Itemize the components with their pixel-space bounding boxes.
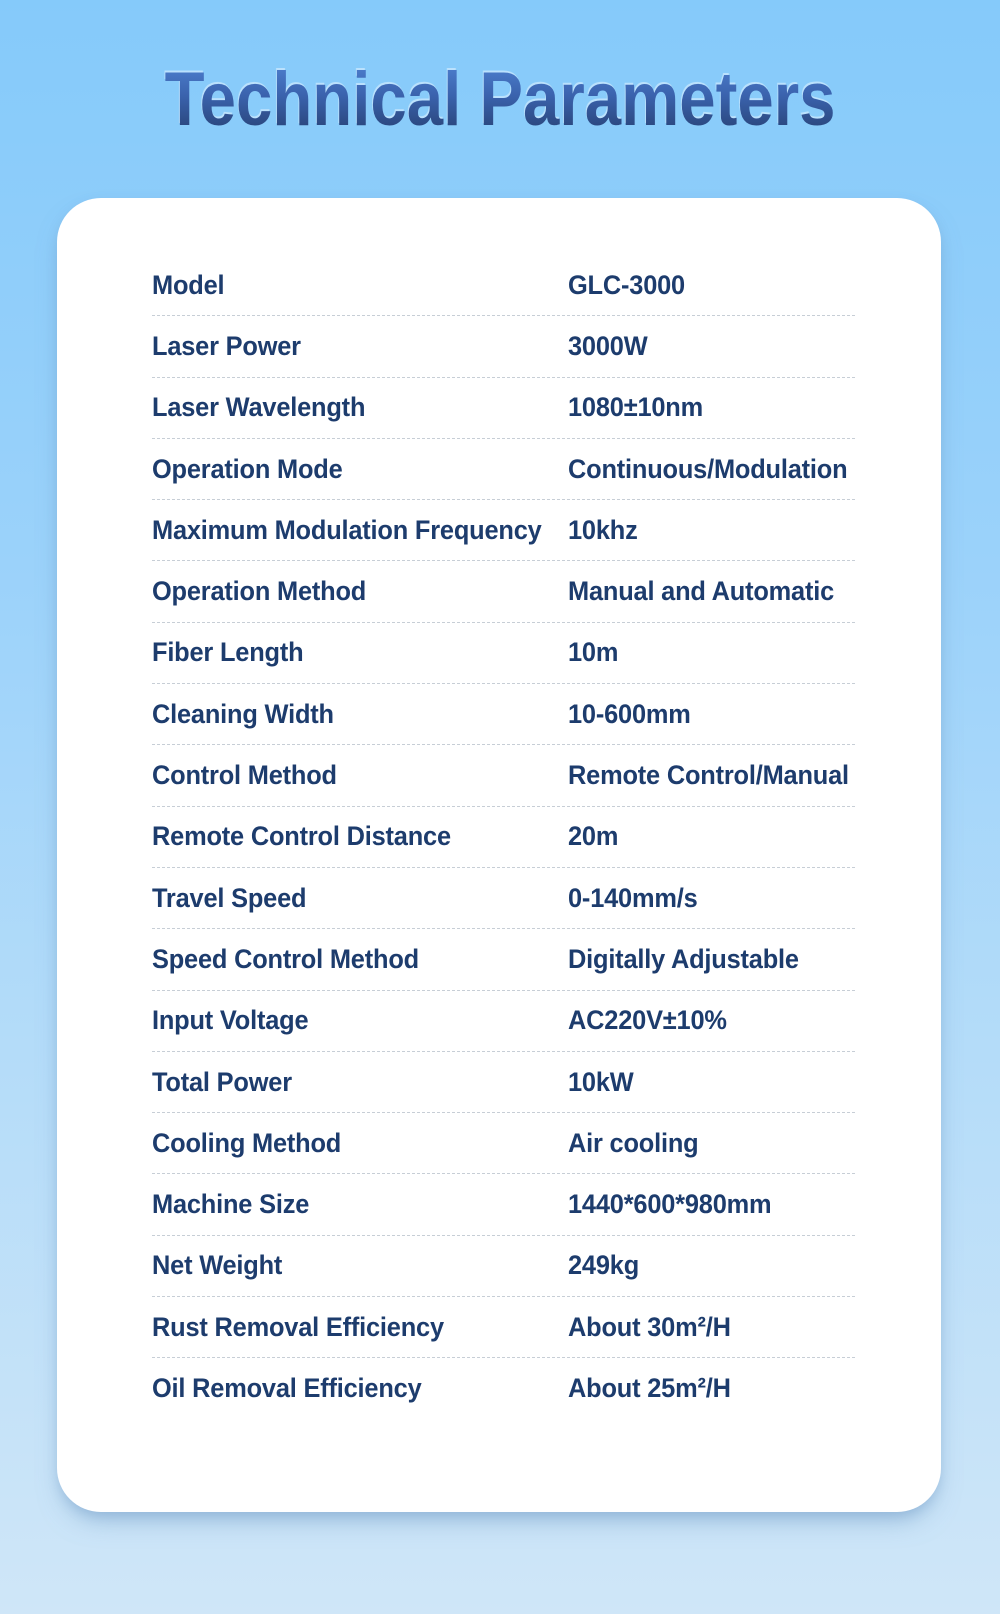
param-label: Rust Removal Efficiency — [152, 1311, 444, 1342]
param-value: 249kg — [568, 1250, 640, 1281]
table-row — [152, 1236, 855, 1297]
table-row — [152, 623, 855, 684]
param-value: 1080±10nm — [568, 392, 704, 423]
table-row — [152, 868, 855, 929]
table-row — [152, 1052, 855, 1113]
param-value: About 25m²/H — [568, 1373, 731, 1404]
param-value: AC220V±10% — [568, 1005, 727, 1036]
table-row — [152, 684, 855, 745]
table-row — [152, 1113, 855, 1174]
param-value: 10khz — [568, 514, 638, 545]
param-label: Operation Mode — [152, 453, 343, 484]
param-value: 20m — [568, 821, 619, 852]
param-label: Oil Removal Efficiency — [152, 1373, 422, 1404]
parameters-table — [152, 255, 855, 1420]
table-row — [152, 1297, 855, 1358]
table-row — [152, 500, 855, 561]
table-row — [152, 991, 855, 1052]
param-value: About 30m²/H — [568, 1311, 731, 1342]
param-label: Total Power — [152, 1066, 292, 1097]
parameters-card — [57, 198, 941, 1512]
table-row — [152, 316, 855, 377]
param-label: Laser Power — [152, 330, 301, 361]
param-value: Manual and Automatic — [568, 576, 835, 607]
param-label: Operation Method — [152, 576, 367, 607]
table-row — [152, 1174, 855, 1235]
param-value: 10-600mm — [568, 698, 691, 729]
param-value: Continuous/Modulation — [568, 453, 848, 484]
param-value: Remote Control/Manual — [568, 760, 849, 791]
param-value: Air cooling — [568, 1127, 699, 1158]
param-label: Cooling Method — [152, 1127, 342, 1158]
param-value: 3000W — [568, 330, 648, 361]
param-label: Speed Control Method — [152, 943, 419, 974]
param-label: Model — [152, 269, 225, 300]
page-title: Technical Parameters — [164, 57, 836, 142]
table-row — [152, 807, 855, 868]
param-label: Fiber Length — [152, 637, 304, 668]
param-value: 10m — [568, 637, 619, 668]
param-label: Input Voltage — [152, 1005, 309, 1036]
param-label: Remote Control Distance — [152, 821, 451, 852]
page-header — [0, 57, 1000, 142]
param-label: Cleaning Width — [152, 698, 334, 729]
table-row — [152, 378, 855, 439]
param-label: Machine Size — [152, 1189, 310, 1220]
table-row — [152, 439, 855, 500]
param-value: 1440*600*980mm — [568, 1189, 772, 1220]
table-row — [152, 561, 855, 622]
param-value: GLC-3000 — [568, 269, 685, 300]
table-row — [152, 929, 855, 990]
param-label: Laser Wavelength — [152, 392, 366, 423]
param-label: Control Method — [152, 760, 337, 791]
table-row — [152, 1358, 855, 1419]
param-value: Digitally Adjustable — [568, 943, 799, 974]
param-value: 0-140mm/s — [568, 882, 698, 913]
table-row — [152, 255, 855, 316]
param-label: Travel Speed — [152, 882, 307, 913]
param-value: 10kW — [568, 1066, 634, 1097]
table-row — [152, 745, 855, 806]
param-label: Net Weight — [152, 1250, 283, 1281]
param-label: Maximum Modulation Frequency — [152, 514, 542, 545]
